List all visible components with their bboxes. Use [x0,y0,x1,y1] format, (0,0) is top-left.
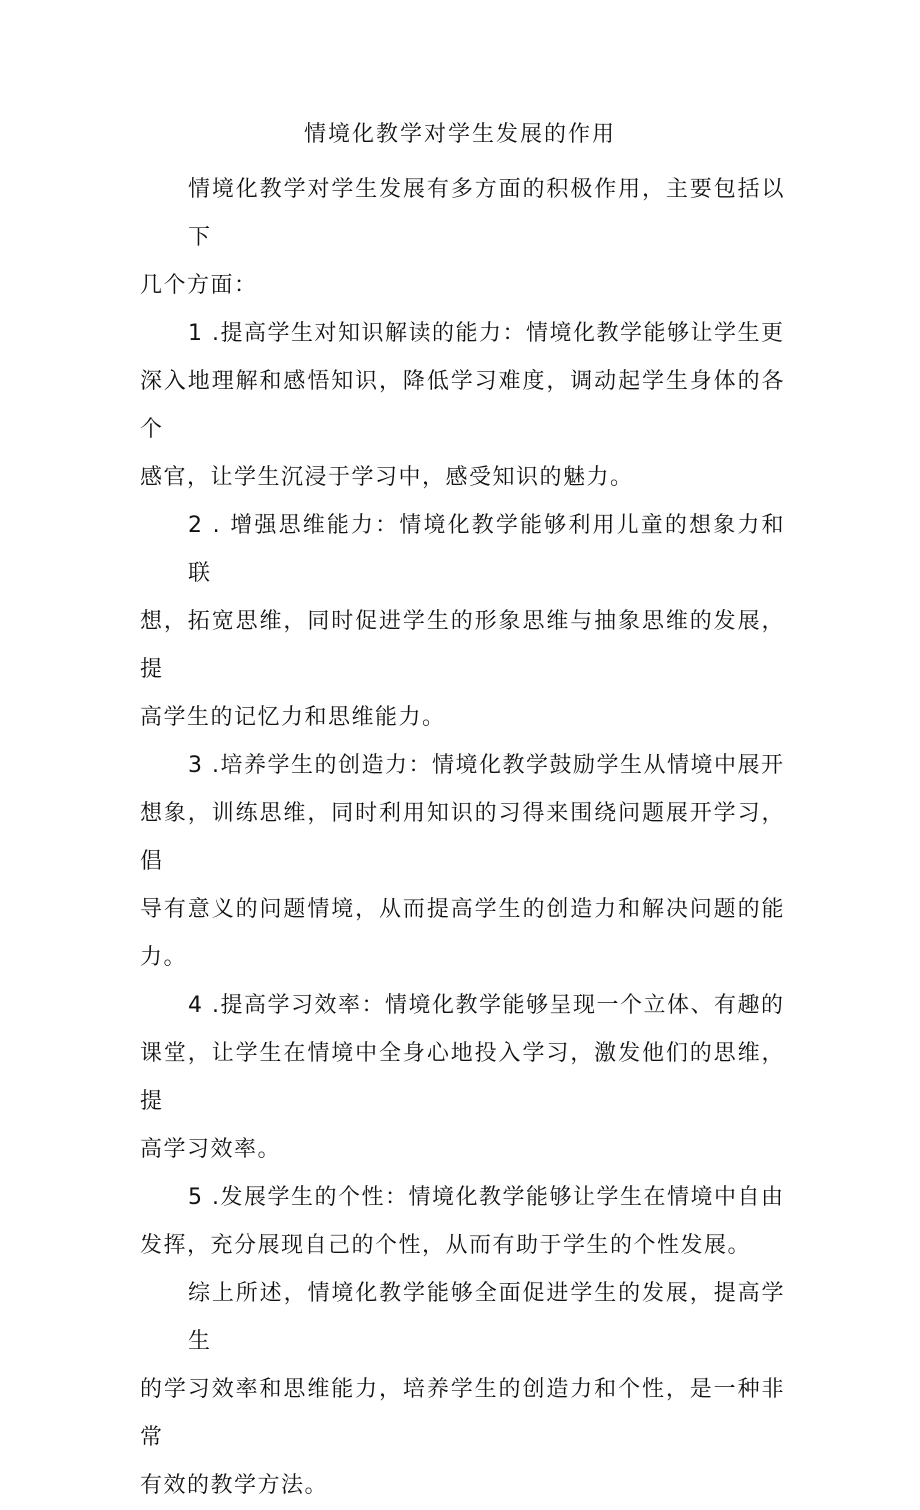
paragraph-line: 课堂，让学生在情境中全身心地投入学习，激发他们的思维，提 [140,1041,785,1114]
document-body [140,166,785,1510]
point-1-paragraph [140,310,785,502]
document-title: 情境化教学对学生发展的作用 [303,122,616,147]
paragraph-line: 3 .培养学生的创造力：情境化教学鼓励学生从情境中展开 [188,753,785,778]
paragraph-line: 想象，训练思维，同时利用知识的习得来围绕问题展开学习，倡 [140,801,785,874]
paragraph-line: 感官，让学生沉浸于学习中，感受知识的魅力。 [140,465,634,490]
point-2-paragraph [140,502,785,742]
paragraph-line: 深入地理解和感悟知识，降低学习难度，调动起学生身体的各个 [140,369,785,442]
paragraph-line: 有效的教学方法。 [140,1473,329,1498]
paragraph-line: 发挥，充分展现自己的个性，从而有助于学生的个性发展。 [140,1233,752,1258]
paragraph-line: 2 . 增强思维能力：情境化教学能够利用儿童的想象力和联 [188,513,785,586]
paragraph-line: 导有意义的问题情境，从而提高学生的创造力和解决问题的能力。 [140,897,785,970]
paragraph-line: 情境化教学对学生发展有多方面的积极作用，主要包括以下 [188,177,785,250]
paragraph-line: 5 .发展学生的个性：情境化教学能够让学生在情境中自由 [188,1185,785,1210]
paragraph-line: 4 .提高学习效率：情境化教学能够呈现一个立体、有趣的 [188,993,785,1018]
paragraph-line: 1 .提高学生对知识解读的能力：情境化教学能够让学生更 [188,321,785,346]
paragraph-line: 高学习效率。 [140,1137,282,1162]
point-5-paragraph [140,1174,785,1270]
paragraph-line: 几个方面： [140,273,258,298]
paragraph-line: 的学习效率和思维能力，培养学生的创造力和个性，是一种非常 [140,1377,785,1450]
intro-paragraph [140,166,785,310]
point-3-paragraph [140,742,785,982]
paragraph-line: 想，拓宽思维，同时促进学生的形象思维与抽象思维的发展，提 [140,609,785,682]
paragraph-line: 高学生的记忆力和思维能力。 [140,705,446,730]
point-4-paragraph [140,982,785,1174]
paragraph-line: 综上所述，情境化教学能够全面促进学生的发展，提高学生 [188,1281,785,1354]
summary-paragraph [140,1270,785,1510]
